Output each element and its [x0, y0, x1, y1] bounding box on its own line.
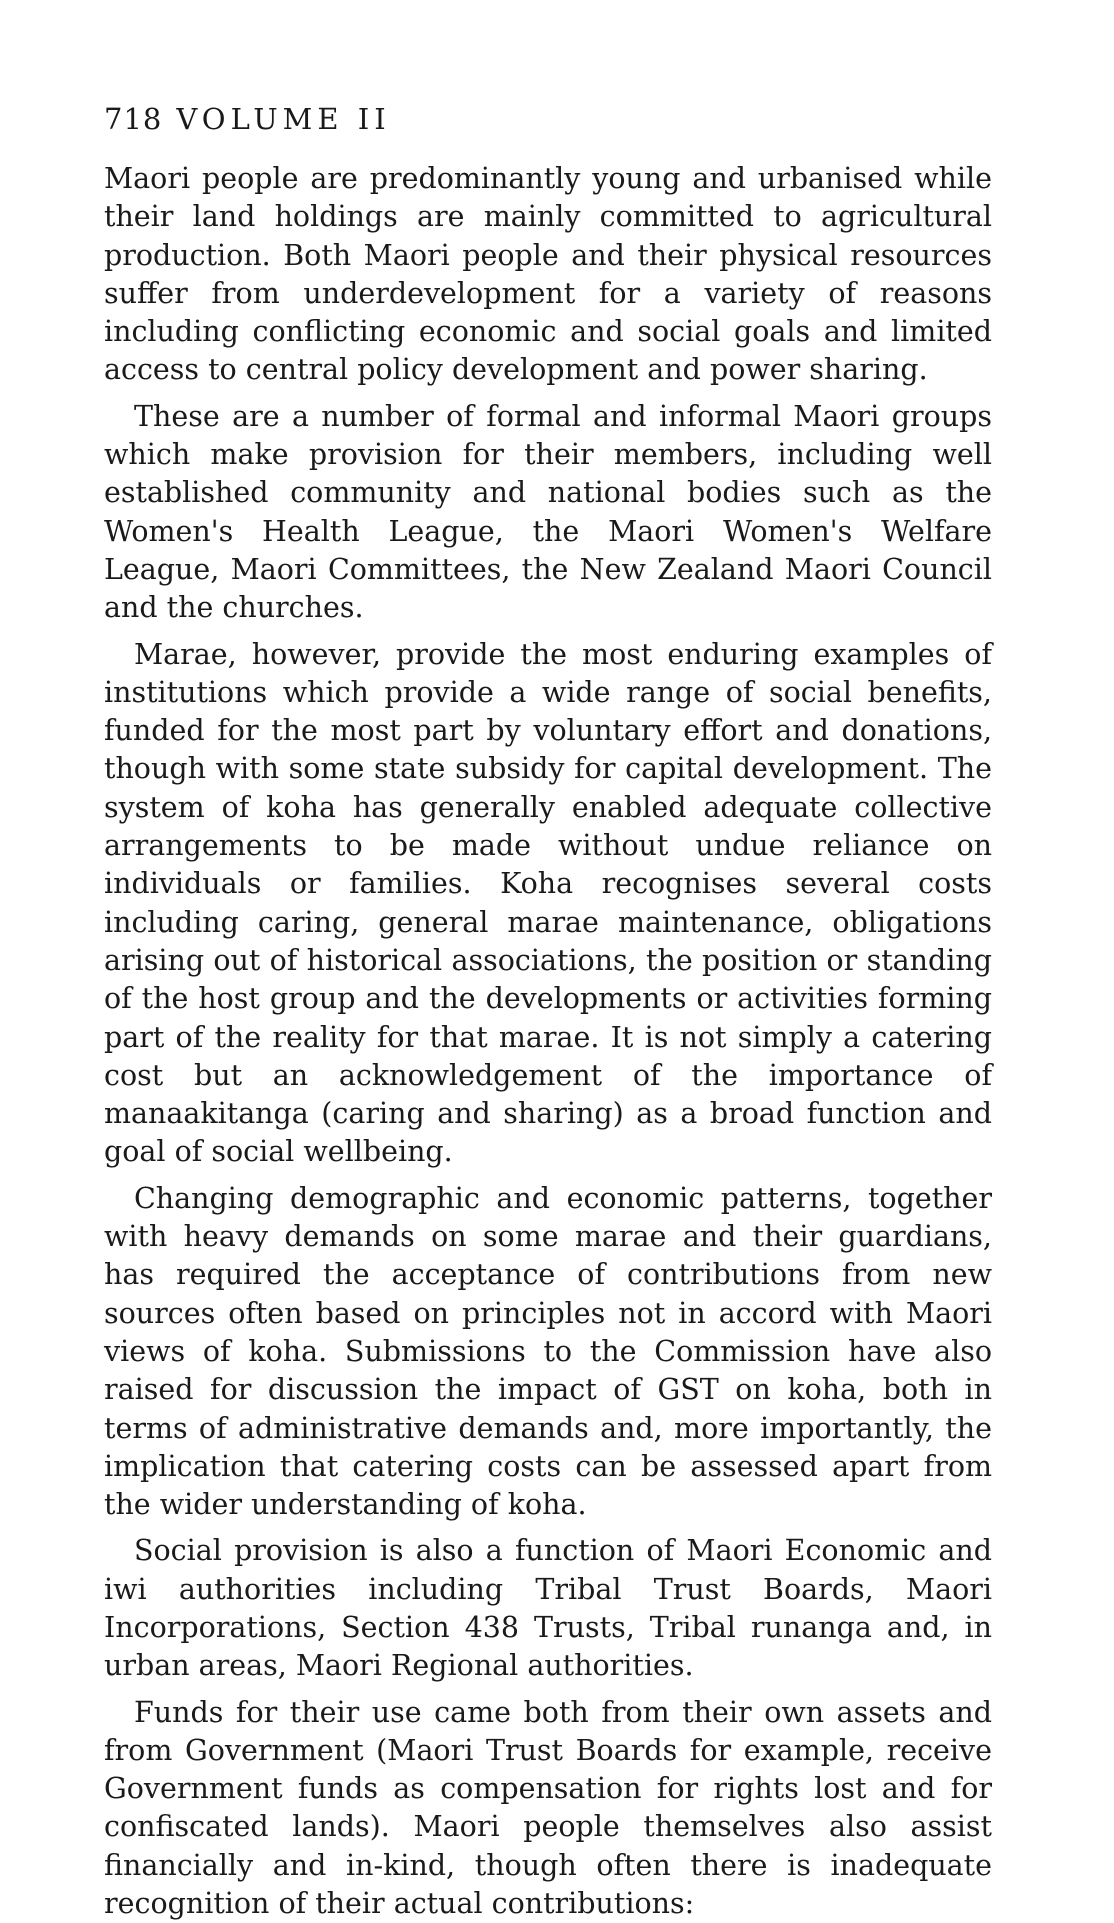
paragraph-1: Maori people are predominantly young and urbanised while their land holdings are mainly committed to agricultural production. Both Maori people and their physical resources suffer from underdevelopment for a variety of reasons including conflicting economic and social goals and limited access to central policy development and power sharing. [104, 162, 992, 387]
document-page [104, 102, 992, 1923]
paragraph-2: These are a number of formal and informal Maori groups which make provision for their members, including well established community and national bodies such as the Women's Health League, the Maori Women's Welfare League, Maori Committees, the New Zealand Maori Council and the churches. [104, 399, 992, 625]
paragraph-4: Changing demographic and economic patterns, together with heavy demands on some marae and their guardians, has required the acceptance of contributions from new sources often based on principles not in accord with Maori views of koha. Submissions to the Commission have also raised for discussion the impact of GST on koha, both in terms of administrative demands and, more importantly, the implication that catering costs can be assessed apart from the wider understanding of koha. [104, 1181, 992, 1522]
running-head [104, 102, 992, 136]
page-number: 718 [104, 102, 163, 136]
volume-title: VOLUME II [176, 102, 391, 136]
paragraph-3: Marae, however, provide the most enduring examples of institutions which provide a wide range of social benefits, funded for the most part by voluntary effort and donations, though with some state subsidy for capital development. The system of koha has generally enabled adequate collective arrangements to be made without undue reliance on individuals or families. Koha recognises several costs including caring, general marae maintenance, obligations arising out of historical associations, the position or standing of the host group and the developments or activities forming part of the reality for that marae. It is not simply a catering cost but an acknowledgement of the importance of manaakitanga (caring and sharing) as a broad function and goal of social wellbeing. [104, 637, 992, 1169]
paragraph-5: Social provision is also a function of Maori Economic and iwi authorities including Tribal Trust Boards, Maori Incorporations, Section 438 Trusts, Tribal runanga and, in urban areas, Maori Regional authorities. [104, 1534, 992, 1683]
paragraph-6: Funds for their use came both from their own assets and from Government (Maori Trust Boards for example, receive Government funds as compensation for rights lost and for confiscated lands). Maori people themselves also assist financially and in-kind, though often there is inadequate recognition of their actual contributions: [104, 1695, 992, 1921]
